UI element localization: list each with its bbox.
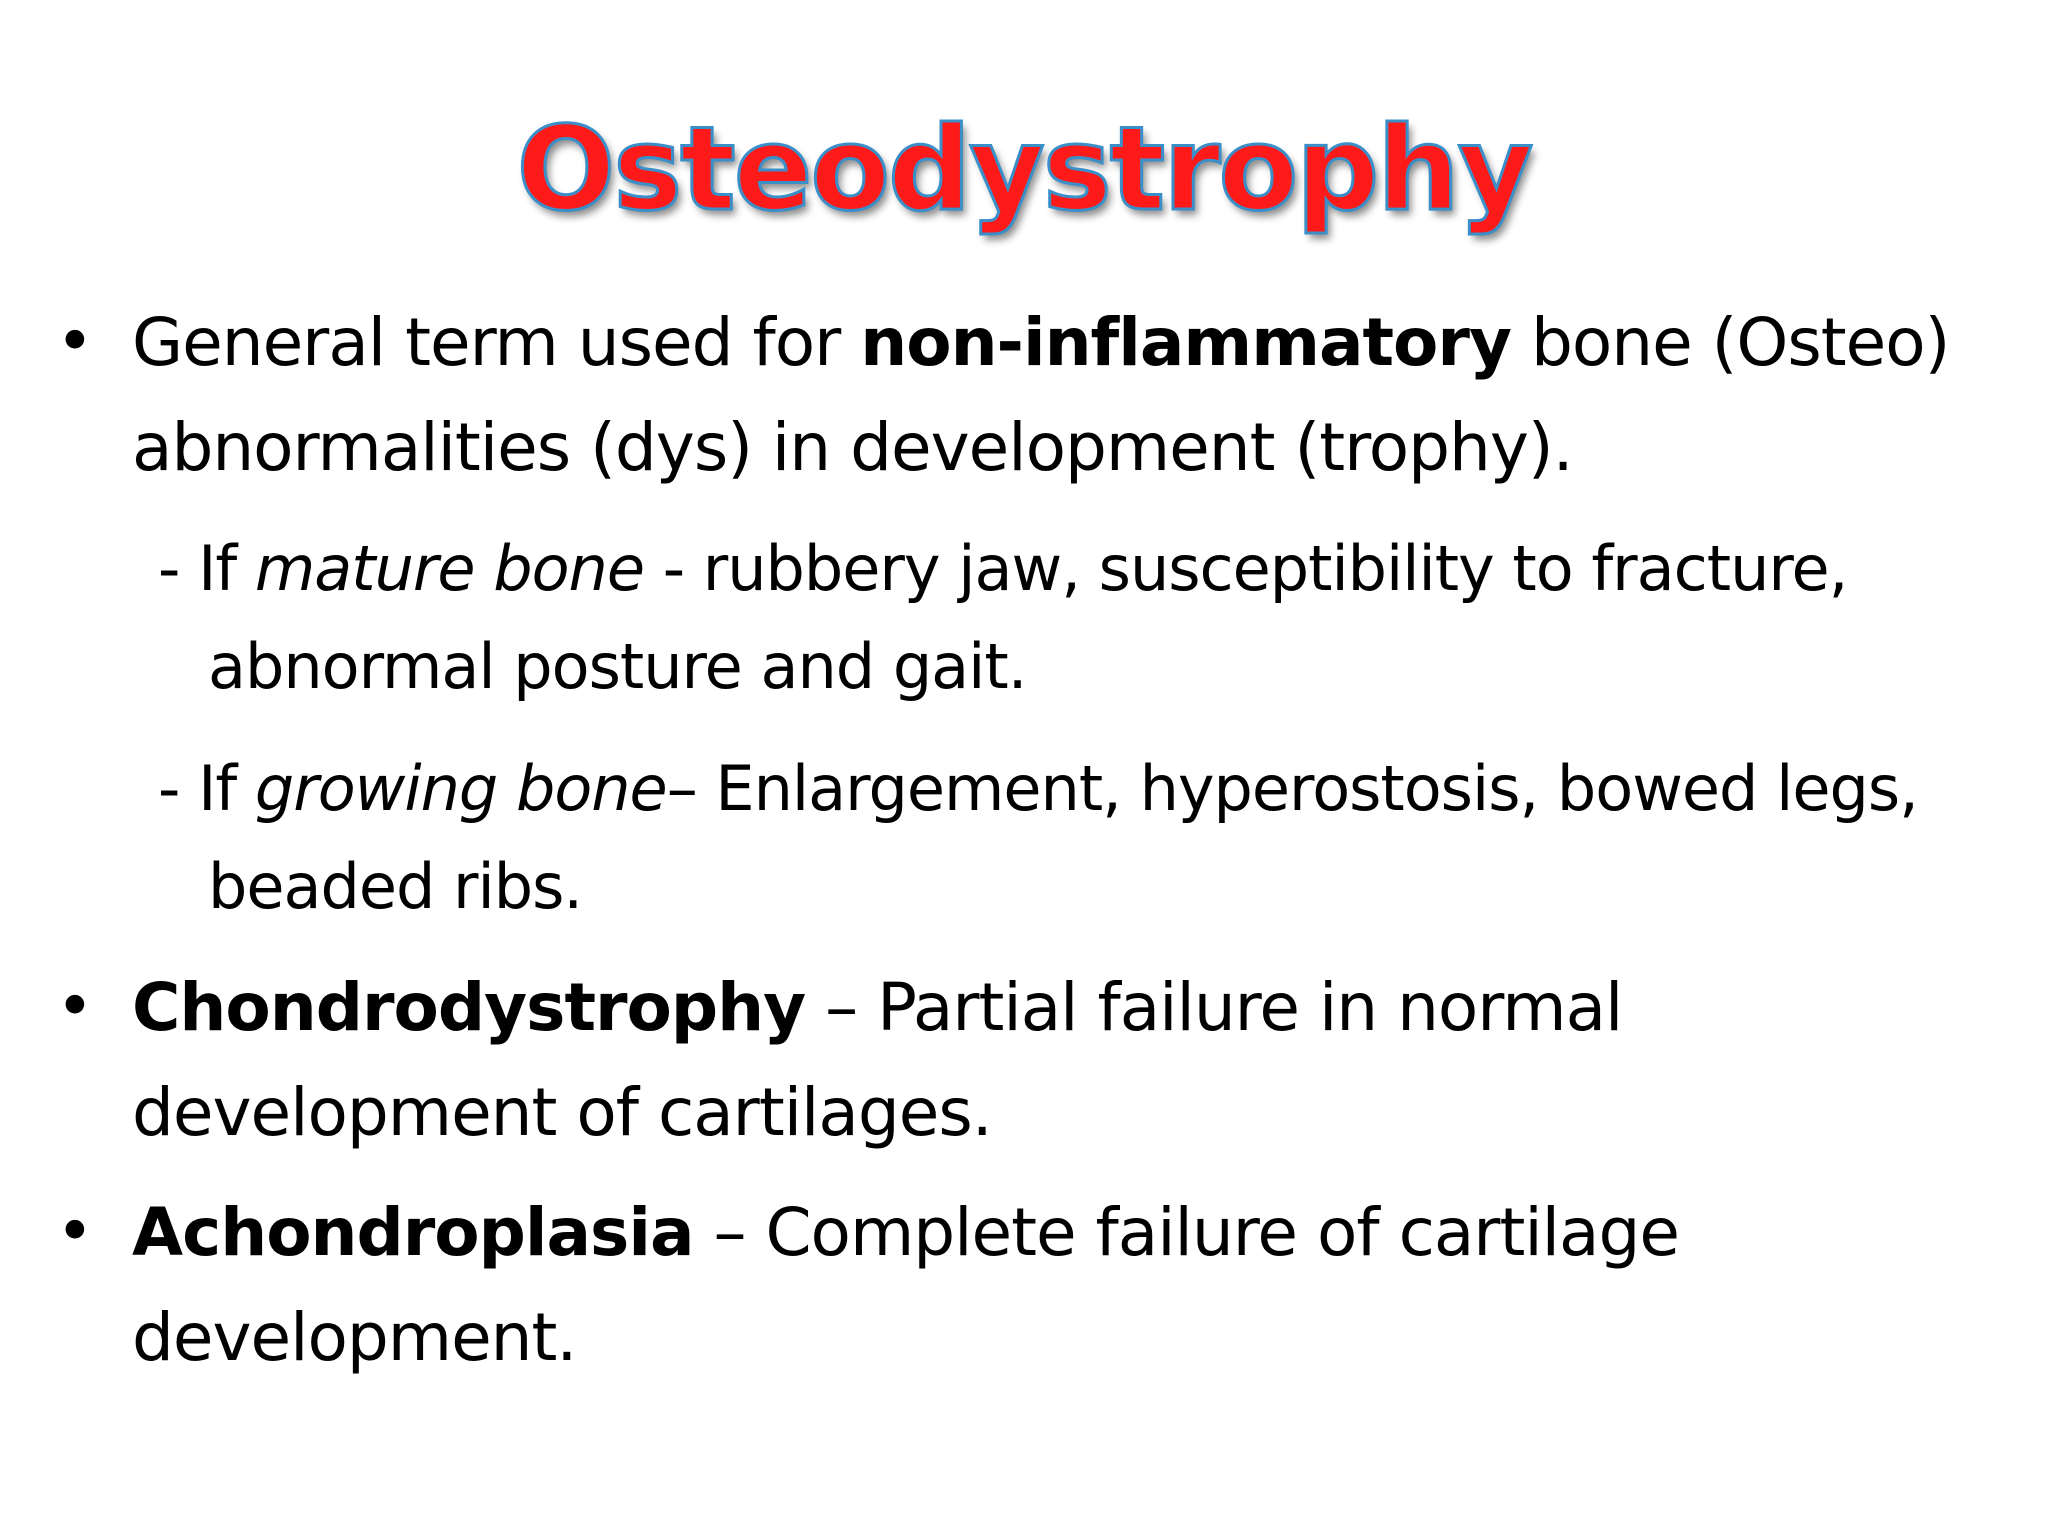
bullet-marker: •	[56, 970, 94, 1044]
bullet-text-bold: Achondroplasia	[132, 1194, 694, 1271]
slide-title: Osteodystrophy	[516, 102, 1532, 237]
bullet-text	[132, 290, 2012, 500]
sub-item-lead: - If	[158, 752, 255, 825]
sub-item-rest: - rubbery jaw, susceptibility to fracture, abnormal posture and gait.	[208, 532, 1848, 703]
bullet-text-post: – Partial failure in normal development of cartilages.	[132, 969, 1623, 1151]
bullet-marker: •	[56, 1195, 94, 1269]
bullet-marker: •	[56, 305, 94, 379]
sub-item-rest: – Enlargement, hyperostosis, bowed legs, beaded ribs.	[208, 752, 1918, 923]
sub-item-italic: mature bone	[254, 532, 644, 605]
sub-item-italic: growing bone	[254, 752, 667, 825]
bullet-text	[132, 955, 2012, 1165]
bullet-text-post: bone (Osteo) abnormalities (dys) in development (trophy).	[132, 304, 1950, 486]
bullet-text-post: – Complete failure of cartilage development.	[132, 1194, 1679, 1376]
bullet-text-pre: General term used for	[132, 304, 861, 381]
bullet-text-bold: non-inflammatory	[860, 304, 1511, 381]
sub-item-lead: - If	[158, 532, 255, 605]
sub-item	[158, 740, 2008, 936]
bullet-text-bold: Chondrodystrophy	[132, 969, 806, 1046]
sub-item	[158, 520, 2008, 716]
bullet-text	[132, 1180, 2012, 1390]
